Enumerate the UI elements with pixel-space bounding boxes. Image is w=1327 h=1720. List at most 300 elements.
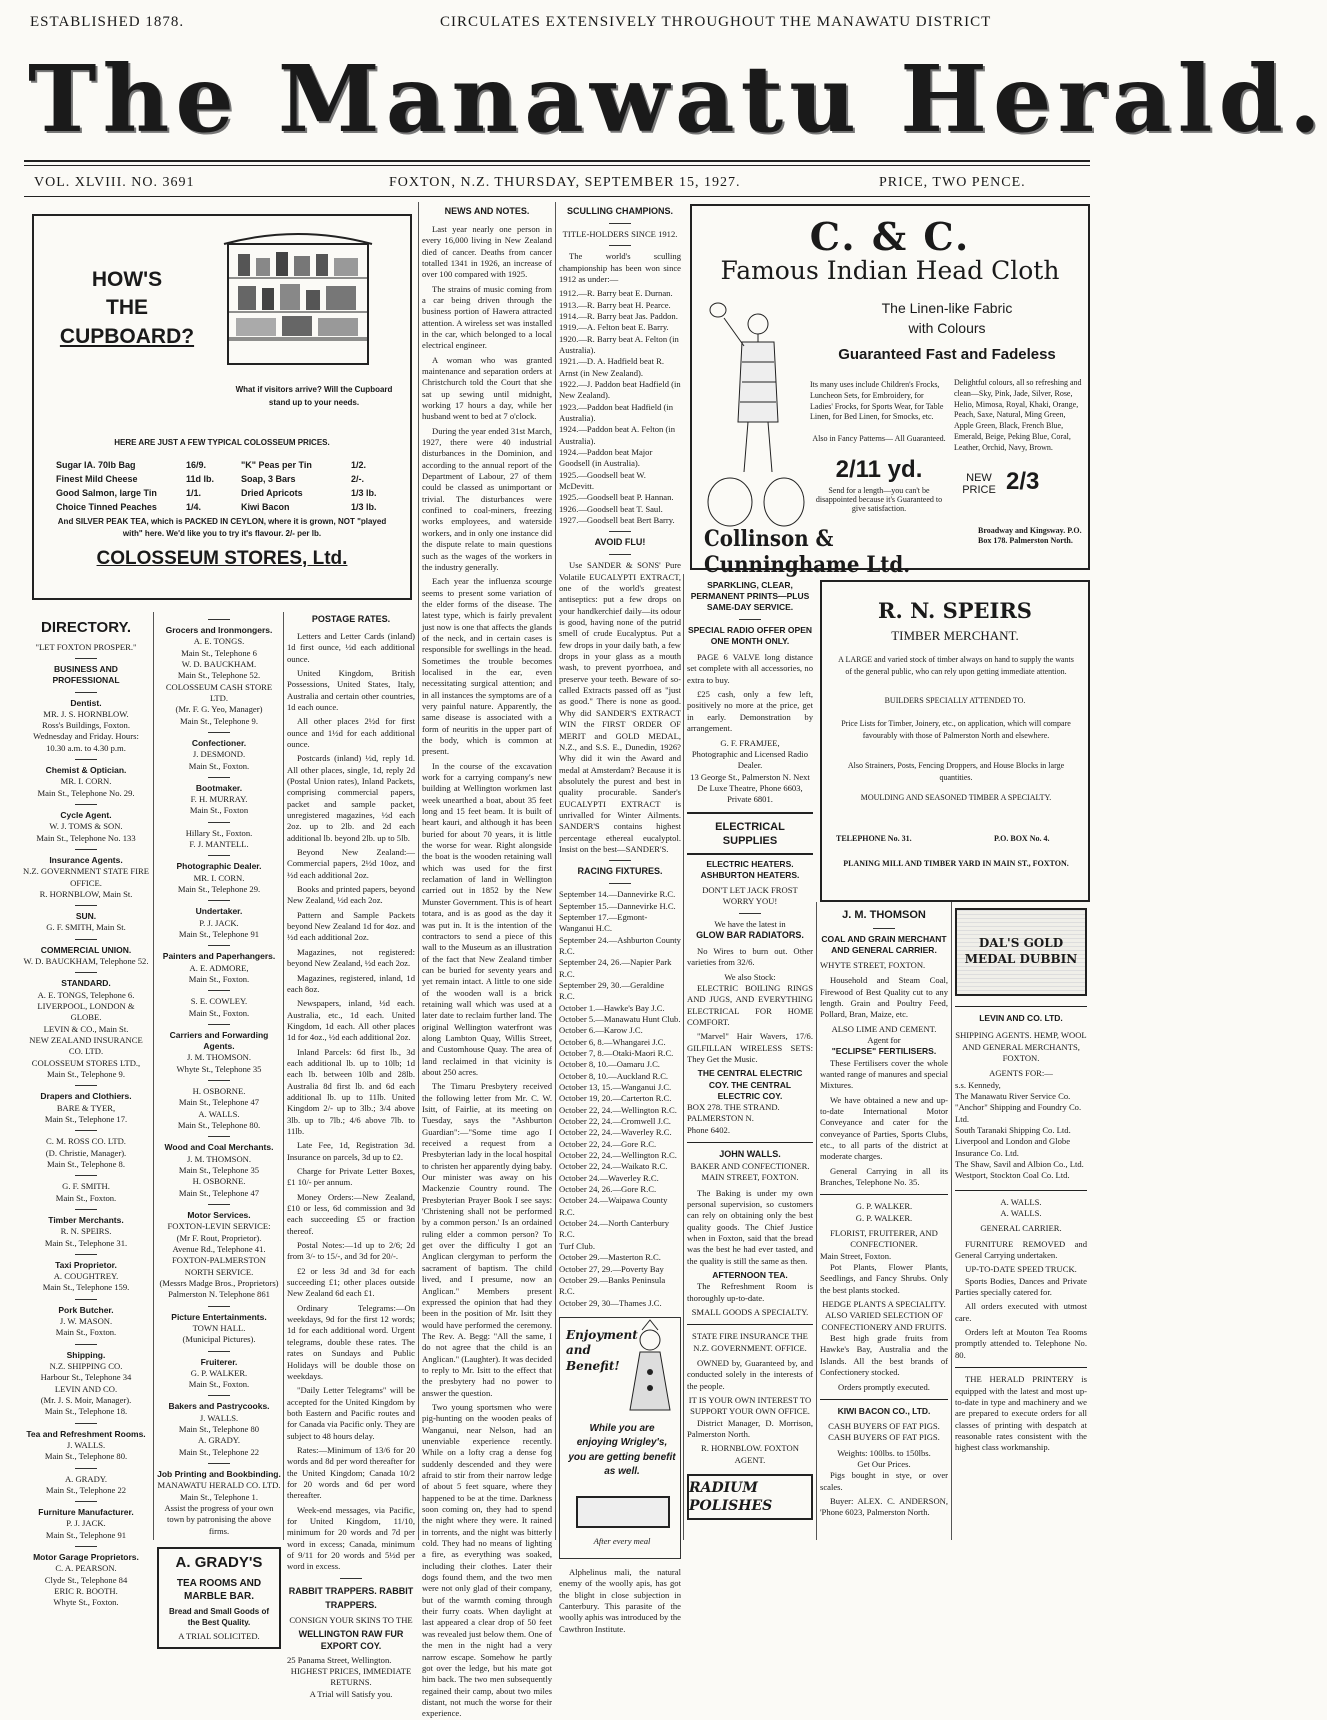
directory-line: Assist the progress of your own town by patronising the above firms.	[164, 1502, 274, 1536]
news-paragraph: A woman who was granted maintenance and separation orders at Christchurch told the Court that she sat up sewing until midnight, working 17 hours a day, while her husband went to bed at 7 o'clock.	[422, 354, 552, 422]
directory-column-2	[157, 614, 281, 1642]
divider	[75, 759, 97, 760]
directory-line: TOWN HALL.	[192, 1322, 246, 1333]
racing-item: September 29, 30.—Geraldine R.C.	[559, 979, 665, 1002]
divider	[75, 1501, 97, 1502]
directory-entry	[22, 939, 150, 968]
visitors-text: What if visitors arrive? Will the Cupboard stand up to your needs.	[235, 385, 393, 407]
column-rule	[683, 574, 684, 1540]
directory-line: A. E. TONGS.	[193, 636, 245, 647]
electrical-marvel: "Marvel" Hair Wavers, 17/6. GILFILLAN WIRELESS SETS: They Get the Music.	[687, 1031, 813, 1065]
speirs-mill: PLANING MILL AND TIMBER YARD IN MAIN ST., FOXTON.	[843, 859, 1069, 868]
divider	[75, 849, 97, 850]
directory-motto: "LET FOXTON PROSPER."	[35, 641, 137, 652]
cc-new-label: NEW PRICE	[962, 472, 996, 496]
directory-line: Main St., Foxton.	[188, 1007, 250, 1018]
sculling-item: 1924.—Paddon beat Major Goodsell (in Australia).	[559, 447, 653, 469]
directory-line: Main St., Telephone 80.	[44, 1451, 128, 1462]
levin-agency: s.s. Kennedy,	[955, 1079, 1001, 1090]
awalls-name-2: A. WALLS.	[1000, 1208, 1042, 1219]
electric-box: BOX 278. THE STRAND. PALMERSTON N.	[687, 1102, 780, 1124]
directory-line: Main St., Foxton.	[188, 760, 250, 771]
directory-category: Dentist.	[70, 697, 102, 708]
directory-entry	[157, 855, 281, 895]
directory-line: Main St., Telephone 29.	[177, 884, 261, 895]
cc-addr: Broadway and Kingsway. P.O. Box 178. Palmerston North.	[978, 526, 1082, 546]
directory-line: N.Z. SHIPPING CO.	[49, 1360, 123, 1371]
electrical-sub: ELECTRIC HEATERS. ASHBURTON HEATERS.	[700, 858, 800, 880]
directory-line: BARE & TYER,	[56, 1102, 116, 1113]
sculling-sub: TITLE-HOLDERS SINCE 1912.	[562, 228, 678, 239]
walls-rooms: The Refreshment Room is thoroughly up-to-date.	[687, 1281, 813, 1303]
levin-trade: SHIPPING AGENTS. HEMP, WOOL AND GENERAL MERCHANTS, FOXTON.	[955, 1030, 1087, 1063]
racing-item: October 24.—Waverley R.C.	[559, 1172, 659, 1183]
awalls-orders: All orders executed with utmost care.	[955, 1301, 1087, 1323]
directory-entry	[22, 972, 150, 1080]
directory-line: J. W. MASON.	[59, 1315, 113, 1326]
racing-item: September 14.—Dannevirke R.C.	[559, 889, 676, 900]
masthead-title: The Manawatu Herald.	[28, 45, 1327, 153]
cupboard-headline	[52, 266, 202, 351]
divider	[208, 1306, 230, 1307]
racing-item: October 8, 10.—Auckland R.C.	[559, 1070, 669, 1081]
directory-line: Main St., Telephone 31.	[44, 1237, 128, 1248]
volume-number: VOL. XLVIII. NO. 3691	[34, 175, 195, 190]
thomson-agent: Agent for	[867, 1035, 901, 1046]
electrical-title: ELECTRICAL SUPPLIES	[715, 820, 785, 848]
divider	[208, 1024, 230, 1025]
directory-line: NEW ZEALAND INSURANCE CO. LTD.	[29, 1034, 143, 1057]
sculling-item: 1925.—Goodsell beat W. McDevitt.	[559, 469, 646, 492]
rule-top	[24, 160, 1090, 162]
directory-line: (D. Christie, Manager).	[45, 1147, 127, 1158]
postage-title: POSTAGE RATES.	[311, 614, 391, 624]
directory-line: R. HORNBLOW, Main St.	[39, 888, 133, 899]
speirs-builders: BUILDERS SPECIALLY ATTENDED TO.	[884, 696, 1026, 705]
flu-text: Use SANDER & SONS' Pure Volatile EUCALYPTI EXTRACT, one of the world's greatest antiseptics: put a few drops on your handkerchief daily—its odour is good, having none of the putrid smell of crude Eucalyptus. Put a few drops in your daily bath, a few drops in your glass as a mouth wash, to prevent pyorrhoea, and preserve your teeth. Beware of so-called Extracts passed off as "just as good." There is none as good. Why did SANDER'S EXTRACT WIN the FIRST ORDER OF MERIT and GOLD MEDAL, N.Z., and S.S. E., Dunedin, 1926? Why did it win the Award and medal at Amsterdam? Because it is absolutely the purest and best in quality procurable. Sander's EUCALYPTI EXTRACT is unrivalled for Winter Ailments. SANDER'S contains highest percentage ethereal eucalyptol. Insist on the best—SANDER'S.	[559, 560, 681, 854]
directory-line: Main St., Foxton.	[188, 973, 250, 984]
divider	[75, 1468, 97, 1469]
postage-paragraph: Charge for Private Letter Boxes, £1 10/- per annum.	[287, 1166, 415, 1188]
divider	[208, 1136, 230, 1137]
directory-line: Main St., Telephone 35	[178, 1164, 260, 1175]
news-paragraph: During the year ended 31st March, 1927, there were 40 industrial disturbances in the Dominion, and according to the annual report of the Department of Labour, 27 of them could be classed as unimportant or trivial. The disturbances were confined to coal-miners, freezing works employees, and waterside workers, and in only one instance did the dispute relate to main questions such as the wages of the workers in the industry generally.	[422, 425, 552, 572]
directory-column	[22, 618, 150, 1608]
news-column	[422, 206, 552, 1719]
speirs-trade: TIMBER MERCHANT.	[891, 628, 1019, 643]
directory-category: Tea and Refreshment Rooms.	[26, 1428, 146, 1439]
column-rule	[816, 902, 817, 1540]
directory-category: STANDARD.	[61, 978, 111, 989]
thomson-general: General Carrying in all its Branches, Telephone No. 35.	[820, 1165, 948, 1188]
racing-item: October 24.—Waipawa County R.C.	[559, 1195, 668, 1217]
clown-figure	[620, 1322, 678, 1414]
divider	[75, 1344, 97, 1345]
divider	[208, 855, 230, 856]
divider	[208, 822, 230, 823]
racing-item: October 22, 24.—Gore R.C.	[559, 1138, 657, 1149]
directory-line: Ross's Buildings, Foxton.	[42, 720, 130, 731]
postage-paragraph: Ordinary Telegrams:—On weekdays, 9d for the first 12 words; 1d for each additional word. Urgent telegrams, double these rates. The rates on Sundays and Public Holidays will be double those on weekdays.	[287, 1302, 415, 1381]
directory-line: Main St., Telephone 18.	[44, 1406, 128, 1417]
directory-line: Main St., Telephone 159.	[42, 1282, 130, 1293]
racing-item: October 6, 8.—Whangarei J.C.	[559, 1036, 666, 1047]
postage-paragraph: Money Orders:—New Zealand, £10 or less, 6d commission and 3d each succeeding £5 or fraction thereof.	[287, 1191, 415, 1236]
levin-walls-column	[955, 908, 1087, 1538]
tennis-player-illustration	[704, 302, 808, 538]
racing-item: October 24.—North Canterbury R.C.	[559, 1218, 670, 1240]
electrical-frost: DON'T LET JACK FROST WORRY YOU!	[702, 885, 798, 907]
levin-agency: "Anchor" Shipping and Foundry Co. Ltd.	[955, 1102, 1082, 1124]
thomson-lorry: We have obtained a new and up-to-date International Motor Conveyance and cater for the conveyance of Parties, Sports Clubs, etc., to all parts of the district at moderate charges.	[820, 1094, 948, 1162]
directory-line: Main St., Telephone 6	[181, 647, 257, 658]
walls-name: JOHN WALLS.	[719, 1149, 781, 1160]
kiwi-buyers-2: CASH BUYERS OF FAT PIGS.	[828, 1432, 940, 1443]
radio-electric-column	[687, 580, 813, 1538]
directory-line: P. J. JACK.	[66, 1518, 106, 1529]
directory-entry	[22, 759, 150, 799]
directory-line: Harbour St., Telephone 34	[40, 1372, 132, 1383]
cc-uses: Its many uses include Children's Frocks, Luncheon Sets, for Embroidery, for Ladies' Frocks, for Sports Wear, for Table Linen, for Bed Linen, for Smocks, etc.	[810, 380, 944, 422]
directory-category: Insurance Agents.	[49, 854, 123, 865]
levin-name: LEVIN AND CO. LTD.	[979, 1013, 1063, 1023]
sculling-item: 1914.—R. Barry beat Jas. Paddon.	[559, 310, 678, 321]
electrical-items: ELECTRIC BOILING RINGS AND JUGS, AND EVERYTHING ELECTRICAL FOR HOME COMFORT.	[687, 982, 813, 1027]
column-rule	[283, 612, 284, 1540]
directory-line: N.Z. GOVERNMENT STATE FIRE OFFICE.	[23, 866, 149, 888]
directory-entries-2	[157, 619, 281, 1537]
directory-line: H. OSBORNE.	[192, 1176, 246, 1187]
kiwi-buyers-1: CASH BUYERS OF FAT PIGS.	[828, 1421, 940, 1432]
directory-category: Job Printing and Bookbinding.	[157, 1469, 281, 1479]
wrigley-text: While you are enjoying Wrigley's, you are getting benefit as well.	[568, 1422, 676, 1478]
grady-text: Bread and Small Goods of the Best Quality.	[168, 1607, 269, 1627]
rule-top-thin	[24, 165, 1090, 166]
directory-line: W. J. TOMS & SON.	[49, 821, 123, 832]
divider	[75, 1546, 97, 1547]
thomson-street: WHYTE STREET, FOXTON.	[820, 959, 926, 970]
news-paragraph: The Timaru Presbytery received the following letter from Mr. C. W. Isitt, of Fairlie, at its meeting on Tuesday, says the "Ashburton Guardian":—"Some time ago I received a request from a Presbyterian lady in the local hospital to christen her apparently dying baby. Our minister was away on his Mackenzie Country round. The Presbyterian Prayer Book I see says: 'Christening shall not be performed by a common person.' Is an ordained ruling elder a common person? To get over the difficulty I got an Anglican clergyman to perform the sacrament of baptism. The child lived, and I presume, now an Anglican." Members present expressed the opinion that had they been in the position of Mr. Isitt they would have performed the ceremony. The Rev. A. Begg: "All the same, I do not agree that the child is an Anglican." (Laughter). It was decided to reply to Mr. Isitt to the effect that the presbytery had no power to answer the question.	[422, 1081, 552, 1398]
directory-line: ERIC R. BOOTH.	[54, 1586, 118, 1597]
radio-title: SPARKLING, CLEAR, PERMANENT PRINTS—PLUS SAME-DAY SERVICE.	[690, 580, 810, 613]
racing-item: October 22, 24.—Waverley R.C.	[559, 1127, 672, 1138]
cc-sub1: The Linen-like Fabric	[881, 300, 1013, 316]
walker-name-2: G. P. WALKER.	[855, 1212, 913, 1223]
walker-addr: Main Street, Foxton.	[820, 1250, 892, 1261]
directory-entry	[157, 1463, 281, 1537]
postage-paragraph: Books and printed papers, beyond New Zealand, ½d each 2oz.	[287, 884, 415, 906]
gum-packet	[576, 1496, 670, 1528]
directory-category: Shipping.	[66, 1349, 106, 1360]
directory-entry	[157, 945, 281, 985]
walker-also: ALSO VARIED SELECTION OF CONFECTIONERY AND FRUITS.	[821, 1310, 947, 1332]
postage-paragraph: Inland Parcels: 6d first lb., 3d each additional lb. up to 10lb; 1d each lb. between 10lb and 28lb. Australia 8d first lb. and 6d each additional lb. up to 11lb. United Kingdom 2/- up to 3lb.; 3/4 above 3lb. up to 7lb.; 4/6 above 7lb. to 11lb.	[287, 1046, 415, 1136]
sculling-item: 1927.—Goodsell beat Bert Barry.	[559, 515, 675, 526]
directory-category: Grocers and Ironmongers.	[165, 625, 273, 635]
statefire-agent: R. HORNBLOW. FOXTON AGENT.	[701, 1443, 799, 1465]
divider	[208, 1463, 230, 1464]
divider	[75, 1209, 97, 1210]
divider	[75, 1299, 97, 1300]
electric-coy: THE CENTRAL ELECTRIC COY. THE CENTRAL ELECTRIC COY.	[697, 1068, 803, 1101]
directory-line: P. J. JACK.	[199, 917, 239, 928]
directory-category: Painters and Paperhangers.	[162, 951, 276, 962]
directory-line: LEVIN & CO., Main St.	[43, 1023, 129, 1034]
directory-entry	[157, 777, 281, 817]
electric-phone: Phone 6402.	[687, 1124, 730, 1135]
directory-category: Bakers and Pastrycooks.	[168, 1401, 270, 1412]
racing-item: October 22, 24.—Cromwell J.C.	[559, 1116, 671, 1127]
directory-line: J. M. THOMSON.	[186, 1052, 252, 1063]
divider	[75, 692, 97, 693]
electrical-wires: No Wires to burn out. Other varieties from 32/6.	[687, 945, 813, 968]
racing-item: October 29.—Masterton R.C.	[559, 1252, 661, 1263]
awalls-sports: Sports Bodies, Dances and Private Parties specially catered for.	[955, 1275, 1087, 1298]
divider	[208, 1351, 230, 1352]
price-row: Finest Mild Cheese 11d lb. Soap, 3 Bars 2/-.	[56, 474, 365, 484]
divider	[208, 732, 230, 733]
directory-line: MR. I. CORN.	[60, 776, 112, 787]
glow-bar: GLOW BAR RADIATORS.	[696, 930, 804, 941]
divider	[208, 945, 230, 946]
awalls-truck: UP-TO-DATE SPEED TRUCK.	[965, 1264, 1077, 1275]
column-rule	[555, 202, 556, 1540]
levin-agency: Liverpool and London and Globe Insurance Co. Ltd.	[955, 1136, 1071, 1158]
directory-entry	[22, 1501, 150, 1541]
directory-category: Confectioner.	[191, 737, 247, 748]
grady-tail: A TRIAL SOLICITED.	[178, 1631, 260, 1642]
walls-small: SMALL GOODS A SPECIALTY.	[691, 1306, 809, 1317]
divider	[75, 1085, 97, 1086]
sculling-item: 1919.—A. Felton beat E. Barry.	[559, 322, 669, 333]
directory-line: MANAWATU HERALD CO. LTD.	[157, 1480, 281, 1491]
dubbin-ad: DAL'S GOLD MEDAL DUBBIN	[955, 908, 1087, 996]
directory-category: Motor Services.	[187, 1209, 251, 1220]
kiwi-prices: Get Our Prices.	[857, 1459, 911, 1470]
cc-price: 2/11 yd.	[835, 456, 923, 483]
postage-paragraph: "Daily Letter Telegrams" will be accepted for the United Kingdom by both Eastern and Pacific routes and for Canada via Pacific only. They are subject to 48 hours delay.	[287, 1385, 415, 1441]
cc-colours: Delightful colours, all so refreshing and clean—Sky, Pink, Jade, Silver, Rose, Helio, Mimosa, Royal, Khaki, Orange, Peach, Saxe, Natural, Ming Green, Apple Green, Black, French Blue, Emerald, Beige, Peking Blue, Coral, Leather, Orchid, Navy, Brown.	[954, 378, 1082, 452]
thomson-fert: "ECLIPSE" FERTILISERS.	[831, 1046, 937, 1057]
prices-heading: HERE ARE JUST A FEW TYPICAL COLOSSEUM PRICES.	[114, 438, 330, 447]
thomson-trade: COAL AND GRAIN MERCHANT AND GENERAL CARRIER.	[821, 933, 947, 955]
directory-entry	[157, 1204, 281, 1301]
walls-trade: BAKER AND CONFECTIONER.	[690, 1160, 810, 1171]
directory-category: Motor Garage Proprietors.	[33, 1552, 139, 1563]
alphelinus-text: Alphelinus mali, the natural enemy of the woolly apis, has got the blight in close subjection in Canterbury. This parasite of the woolly aphis was introduced by the Cawthron Institute.	[559, 1566, 681, 1634]
postage-paragraph: Magazines, registered, inland, 1d each 8oz.	[287, 972, 415, 994]
directory-entry	[22, 804, 150, 844]
cc-firm: Collinson & Cunninghame Ltd.	[704, 526, 911, 578]
news-paragraph: Last year nearly one person in every 16,000 living in New Zealand died of cancer. Deaths from cancer totalled 1341 in 1926, an increase of over 100 compared with 1925.	[422, 223, 552, 280]
speirs-name: R. N. SPEIRS	[878, 598, 1032, 623]
awalls-trade: GENERAL CARRIER.	[980, 1223, 1062, 1234]
postage-paragraph: United Kingdom, British Possessions, United States, Italy, Australia and certain other countries, 1d each ounce.	[287, 667, 415, 712]
divider	[75, 1423, 97, 1424]
rabbit-firm: WELLINGTON RAW FUR EXPORT COY.	[298, 1628, 404, 1651]
directory-entry	[22, 849, 150, 900]
directory-line: Main St., Telephone 1.	[179, 1491, 258, 1502]
racing-item: October 29.—Banks Peninsula R.C.	[559, 1274, 666, 1297]
sculling-item: 1922.—J. Paddon beat Hadfield (in New Zealand).	[559, 379, 681, 401]
directory-line: Main St., Telephone 80	[178, 1423, 260, 1434]
colosseum-stores-name: COLOSSEUM STORES, Ltd.	[96, 548, 348, 569]
speirs-moulding: MOULDING AND SEASONED TIMBER A SPECIALTY.	[860, 793, 1052, 802]
postage-paragraph: £2 or less 3d and 3d for each succeeding £1; other places outside New Zealand 6d each £1.	[287, 1265, 415, 1299]
sculling-item: 1921.—D. A. Hadfield beat R. Arnst (in New Zealand).	[559, 356, 665, 378]
racing-item: September 24, 26.—Napier Park R.C.	[559, 957, 672, 979]
racing-item: October 22, 24.—Wellington R.C.	[559, 1150, 677, 1161]
directory-line: Main St., Telephone 8.	[46, 1158, 125, 1169]
postage-paragraph: Week-end messages, via Pacific, for United Kingdom, 11/10, minimum for 20 words and 7d per word in excess; Canada, minimum of 9/11 for 20 words and 5½d per word in excess.	[287, 1504, 415, 1572]
directory-line: Main St., Telephone 91	[45, 1529, 127, 1540]
directory-line: Whyte St., Telephone 35	[176, 1063, 262, 1074]
racing-item: September 17.—Egmont-Wanganui H.C.	[559, 911, 648, 934]
cc-indian-head-ad	[690, 204, 1090, 578]
divider	[208, 900, 230, 901]
walker-orders: Orders promptly executed.	[838, 1381, 930, 1392]
radio-offer: SPECIAL RADIO OFFER OPEN ONE MONTH ONLY.	[687, 624, 813, 646]
walls-tea: AFTERNOON TEA.	[712, 1270, 788, 1281]
postage-paragraph: Magazines, not registered: beyond New Zealand, ½d each 2oz.	[287, 946, 415, 969]
directory-line: MR. J. S. HORNBLOW.	[43, 708, 129, 719]
directory-line: F. H. MURRAY.	[190, 794, 248, 805]
directory-entry	[157, 1136, 281, 1199]
directory-line: Hillary St., Foxton.	[185, 827, 253, 838]
directory-line: Main St., Foxton.	[188, 1379, 250, 1390]
racing-item: Turf Club.	[559, 1240, 595, 1251]
levin-agency: The Manawatu River Service Co.	[955, 1090, 1071, 1101]
walls-text: The Baking is under my own personal supervision, so customers can rely on obtaining only the best quality goods. The Chief Justice when in Foxton, said that the bread was the best he had ever tasted, and the quality is still the same as then.	[687, 1187, 813, 1266]
directory-category: Drapers and Clothiers.	[40, 1091, 132, 1102]
postage-paragraphs	[287, 631, 415, 1573]
wrigley-ad	[559, 1317, 681, 1559]
rabbit-text: CONSIGN YOUR SKINS TO THE	[289, 1615, 413, 1626]
grady-sub: TEA ROOMS AND MARBLE BAR.	[176, 1577, 262, 1602]
framjee-addr: 13 George St., Palmerston N. Next De Luxe Theatre, Phone 6603, Private 6801.	[690, 771, 810, 805]
directory-line: H. OSBORNE.	[192, 1086, 246, 1096]
rabbit-note: HIGHEST PRICES, IMMEDIATE RETURNS.	[290, 1665, 412, 1688]
directory-entry	[157, 1395, 281, 1458]
awalls-text: FURNITURE REMOVED and General Carrying undertaken.	[955, 1238, 1087, 1261]
directory-line: Main St., Telephone 47	[178, 1097, 260, 1108]
awalls-name-1: A. WALLS.	[1000, 1196, 1042, 1207]
divider	[208, 1080, 230, 1081]
directory-category: Taxi Proprietor.	[55, 1259, 117, 1270]
dateline	[34, 175, 1084, 195]
electrical-latest: We have the latest in	[714, 918, 786, 929]
directory-entry	[22, 1546, 150, 1609]
walker-text: Pot Plants, Flower Plants, Seedlings, and Fancy Shrubs. Only the best plants stocked.	[820, 1262, 948, 1295]
directory-entry	[157, 619, 281, 727]
kiwi-weights: Weights: 100lbs. to 150lbs.	[837, 1447, 931, 1458]
divider	[208, 1395, 230, 1396]
directory-line: Main St., Telephone 17.	[44, 1113, 128, 1124]
directory-line: FOXTON-LEVIN SERVICE:	[167, 1221, 271, 1232]
directory-line: Main St., Telephone 47	[178, 1187, 260, 1198]
directory-entry	[22, 1085, 150, 1125]
directory-line: Main St., Telephone 52.	[177, 670, 261, 681]
directory-line: (Mr. J. S. Moir, Manager).	[40, 1394, 132, 1405]
divider	[75, 1130, 97, 1131]
sculling-item: 1924.—Paddon beat A. Felton (in Australia).	[559, 424, 676, 446]
directory-category: Photographic Dealer.	[176, 861, 262, 872]
cc-patterns: Also in Fancy Patterns— All Guaranteed.	[812, 434, 946, 443]
postage-paragraph: Beyond New Zealand:—Commercial papers, 2½d 10oz, and ½d each additional 2oz.	[287, 847, 415, 880]
cc-send: Send for a length—you can't be disappointed because it's Guaranteed to give satisfaction.	[815, 486, 943, 513]
divider	[208, 619, 230, 620]
silver-peak-tea: And SILVER PEAK TEA, which is PACKED IN CEYLON, where it is grown, NOT "played with" here. We'd like you to try it's flavour. 2/- per lb.	[57, 517, 387, 538]
walker-trade: FLORIST, FRUITERER, AND CONFECTIONER.	[830, 1228, 938, 1250]
rabbit-trial: A Trial will Satisfy you.	[309, 1688, 393, 1699]
directory-line: F. J. MANTELL.	[189, 839, 249, 850]
cc-brand: C. & C.	[809, 214, 971, 259]
directory-entry	[22, 1254, 150, 1294]
cc-new-price: 2/3	[1006, 468, 1040, 495]
circulates-text: CIRCULATES EXTENSIVELY THROUGHOUT THE MANAWATU DISTRICT	[440, 14, 992, 30]
directory-entry	[22, 1130, 150, 1170]
thomson-fert-text: These Fertilisers cover the whole wanted range of manures and special Mixtures.	[820, 1057, 948, 1091]
radio-price: £25 cash, only a few left, positively no more at the price, get in early. Demonstration by arrangement.	[687, 689, 813, 734]
grady-name: A. GRADY'S	[175, 1553, 263, 1571]
directory-category: Undertaker.	[195, 906, 243, 917]
top-line	[30, 14, 1088, 34]
directory-line: A. WALLS.	[198, 1108, 240, 1119]
directory-line: Main St., Telephone 91	[178, 928, 260, 939]
walker-hedge: HEDGE PLANTS A SPECIALITY.	[822, 1299, 946, 1310]
levin-agency: South Taranaki Shipping Co. Ltd.	[955, 1124, 1071, 1135]
directory-entry	[157, 1080, 281, 1131]
column-rule	[951, 902, 952, 1540]
radium-ad: RADIUM POLISHES	[687, 1474, 813, 1520]
established-text: ESTABLISHED 1878.	[30, 14, 185, 30]
directory-entry	[22, 692, 150, 755]
directory-line: Main St., Foxton	[189, 805, 249, 816]
directory-line: A. COUGHTREY.	[53, 1271, 119, 1282]
directory-line: J. WALLS.	[66, 1439, 106, 1450]
thomson-name: J. M. THOMSON	[842, 909, 926, 921]
directory-entry	[22, 1299, 150, 1339]
electrical-stock: We also Stock:	[724, 971, 776, 982]
directory-line: Main St., Foxton.	[55, 1192, 117, 1203]
price-text: PRICE, TWO PENCE.	[879, 175, 1026, 190]
directory-line: LIVERPOOL, LONDON & GLOBE.	[37, 1000, 135, 1023]
divider	[75, 804, 97, 805]
directory-category: Furniture Manufacturer.	[38, 1507, 134, 1518]
racing-item: October 29, 30—Thames J.C.	[559, 1297, 662, 1308]
statefire-text: OWNED by, Guaranteed by, and conducted solely in the interests of the people.	[687, 1357, 813, 1391]
directory-line: (Mr F. Rout, Proprietor).	[176, 1232, 262, 1243]
wrigley-after: After every meal	[593, 1535, 651, 1546]
sculling-item: 1923.—Paddon beat Hadfield (in Australia).	[559, 401, 674, 424]
grady-ad	[157, 1547, 281, 1649]
divider	[75, 972, 97, 973]
divider	[75, 1254, 97, 1255]
directory-category: Chemist & Optician.	[45, 765, 127, 776]
directory-line: A. GRADY.	[197, 1435, 241, 1446]
divider	[75, 905, 97, 906]
directory-line: Wednesday and Friday. Hours:	[33, 731, 139, 742]
racing-item: October 7, 8.—Otaki-Maori R.C.	[559, 1047, 674, 1058]
directory-entry	[157, 990, 281, 1019]
speirs-lists: Price Lists for Timber, Joinery, etc., on application, which will compare favourably with those of Palmerston North and elsewhere.	[841, 719, 1071, 741]
sculling-intro: The world's sculling championship has been won since 1912 as under:—	[559, 251, 681, 284]
speirs-text: A LARGE and varied stock of timber always on hand to supply the wants of the general public, who can rely upon getting immediate attention.	[838, 655, 1074, 677]
levin-agency: The Shaw, Savil and Albion Co., Ltd.	[955, 1159, 1084, 1169]
directory-line: Main St., Telephone No. 133	[36, 832, 136, 843]
framjee-name: G. F. FRAMJEE,	[720, 737, 780, 748]
racing-item: September 24.—Ashburton County R.C.	[559, 934, 681, 956]
